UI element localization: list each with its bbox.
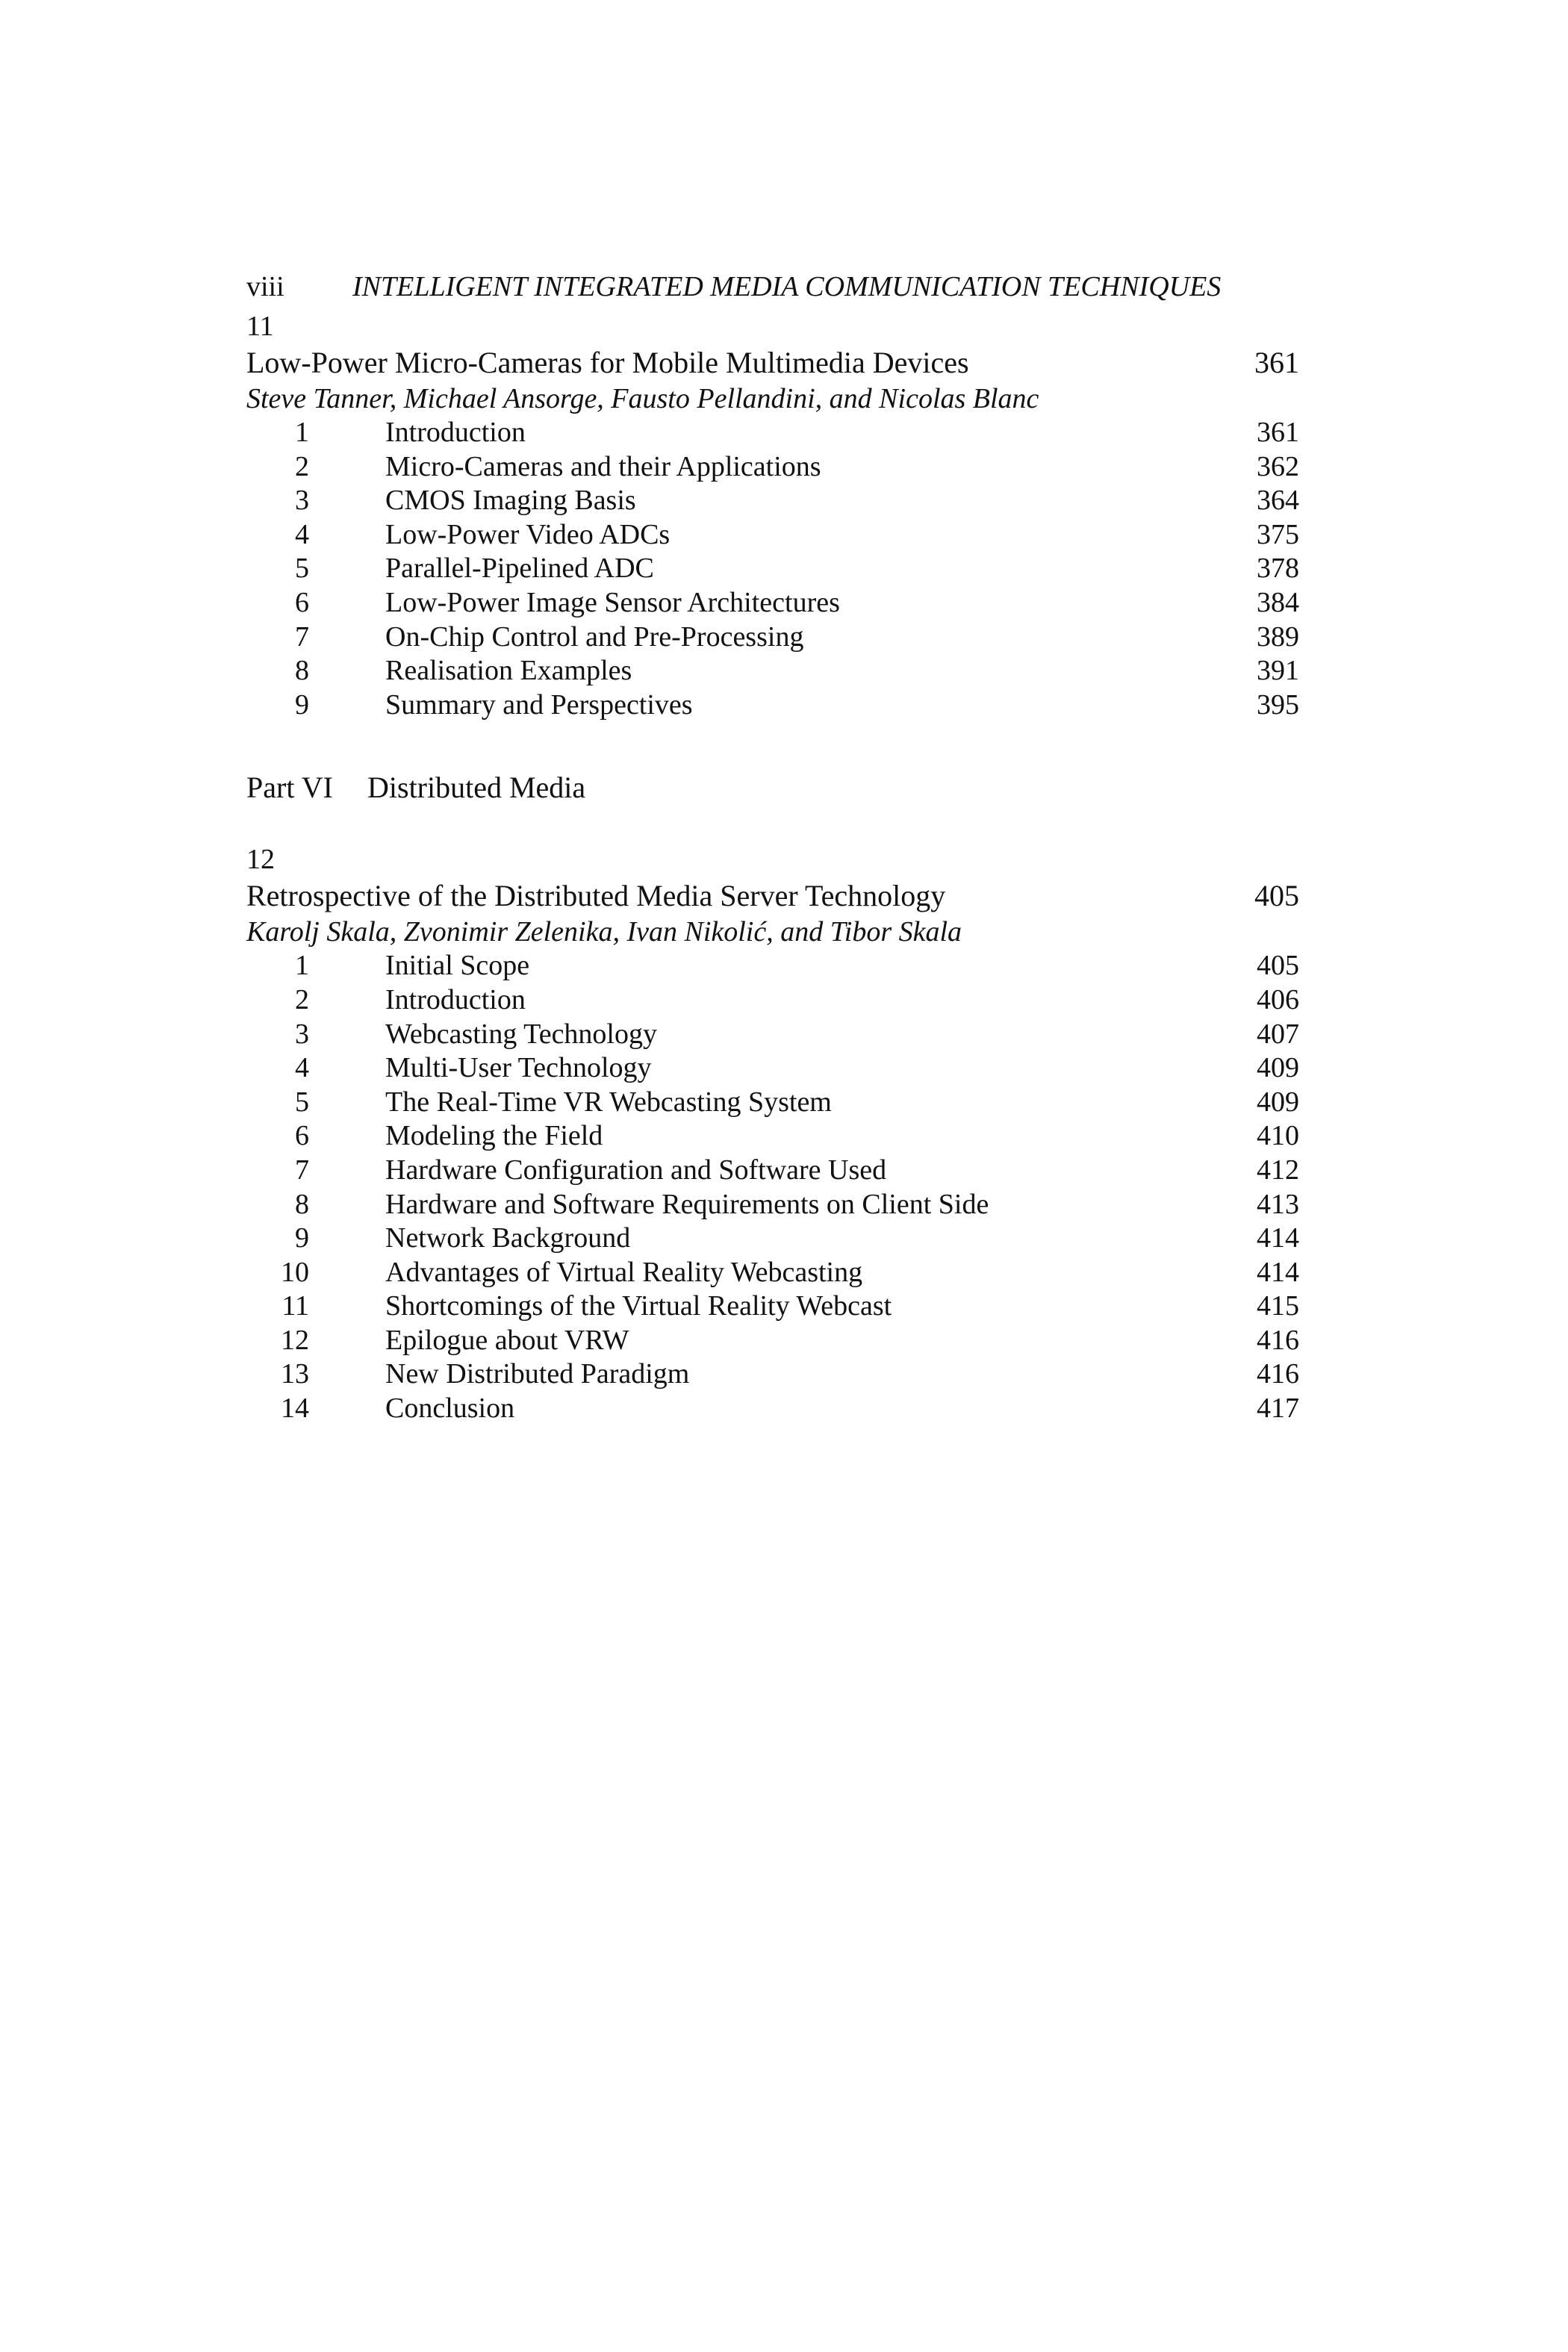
section-page-number: 407 xyxy=(1257,1018,1299,1050)
section-number: 7 xyxy=(295,620,309,653)
section-page-number: 375 xyxy=(1257,518,1299,550)
chapter-number: 11 xyxy=(246,311,274,342)
chapter-authors: Steve Tanner, Michael Ansorge, Fausto Pellandini, and Nicolas Blanc xyxy=(246,383,1039,414)
section-number: 12 xyxy=(281,1324,309,1356)
part-title: Distributed Media xyxy=(367,771,586,805)
section-entry xyxy=(246,1324,1299,1358)
section-title: Initial Scope xyxy=(385,950,530,982)
section-page-number: 409 xyxy=(1257,1052,1299,1084)
section-page-number: 414 xyxy=(1257,1256,1299,1288)
section-entry xyxy=(246,1222,1299,1256)
section-title: Webcasting Technology xyxy=(385,1018,657,1050)
section-entry xyxy=(246,1119,1299,1154)
section-page-number: 378 xyxy=(1257,553,1299,585)
section-entry xyxy=(246,983,1299,1018)
table-of-contents xyxy=(246,265,1299,1426)
chapter-title-row xyxy=(246,344,1299,382)
section-page-number: 391 xyxy=(1257,655,1299,687)
chapter-page-number: 361 xyxy=(1254,346,1299,379)
section-title: Hardware and Software Requirements on Client Side xyxy=(385,1188,989,1220)
running-title: INTELLIGENT INTEGRATED MEDIA COMMUNICATION TECHNIQUES xyxy=(352,271,1222,302)
section-number: 2 xyxy=(295,983,309,1015)
section-page-number: 405 xyxy=(1257,950,1299,982)
section-title: Shortcomings of the Virtual Reality Webcast xyxy=(385,1290,892,1322)
chapter-title-row xyxy=(246,877,1299,915)
section-title: Advantages of Virtual Reality Webcasting xyxy=(385,1256,863,1288)
section-number: 4 xyxy=(295,518,309,550)
section-title: CMOS Imaging Basis xyxy=(385,485,636,517)
chapter-title: Low-Power Micro-Cameras for Mobile Multimedia Devices xyxy=(246,346,969,379)
part-label: Part VI xyxy=(246,771,333,805)
section-entry xyxy=(246,1188,1299,1222)
section-page-number: 413 xyxy=(1257,1188,1299,1220)
section-title: Parallel-Pipelined ADC xyxy=(385,553,654,585)
section-entry xyxy=(246,1256,1299,1290)
section-entry xyxy=(246,552,1299,586)
section-number: 7 xyxy=(295,1154,309,1186)
section-number: 8 xyxy=(295,1188,309,1220)
chapter-number: 12 xyxy=(246,844,275,876)
running-header xyxy=(246,265,1299,308)
section-entry xyxy=(246,586,1299,620)
section-page-number: 417 xyxy=(1257,1393,1299,1425)
section-title: Micro-Cameras and their Applications xyxy=(385,450,821,482)
chapter-page-number: 405 xyxy=(1254,879,1299,913)
section-entry xyxy=(246,1392,1299,1426)
section-entry xyxy=(246,1018,1299,1052)
section-number: 5 xyxy=(295,1086,309,1118)
section-page-number: 416 xyxy=(1257,1358,1299,1390)
section-number: 9 xyxy=(295,688,309,721)
section-number: 13 xyxy=(281,1358,309,1390)
section-entry xyxy=(246,620,1299,655)
section-title: On-Chip Control and Pre-Processing xyxy=(385,620,804,653)
section-page-number: 415 xyxy=(1257,1290,1299,1322)
section-page-number: 389 xyxy=(1257,620,1299,653)
section-entry xyxy=(246,416,1299,450)
section-entry xyxy=(246,1357,1299,1392)
section-number: 10 xyxy=(281,1256,309,1288)
section-page-number: 410 xyxy=(1257,1120,1299,1152)
section-page-number: 361 xyxy=(1257,417,1299,448)
section-number: 3 xyxy=(295,485,309,517)
page-number: viii xyxy=(246,271,284,302)
section-title: Network Background xyxy=(385,1222,631,1254)
chapter-entry xyxy=(246,308,1299,722)
section-number: 1 xyxy=(295,950,309,982)
section-list xyxy=(246,949,1299,1425)
section-number: 3 xyxy=(295,1018,309,1050)
chapter-title: Retrospective of the Distributed Media Server Technology xyxy=(246,879,946,913)
section-title: Introduction xyxy=(385,417,526,448)
section-entry xyxy=(246,688,1299,723)
chapter-authors: Karolj Skala, Zvonimir Zelenika, Ivan Nikolić, and Tibor Skala xyxy=(246,916,962,948)
section-title: Hardware Configuration and Software Used xyxy=(385,1154,887,1186)
section-title: The Real-Time VR Webcasting System xyxy=(385,1086,832,1118)
section-entry xyxy=(246,654,1299,688)
section-entry xyxy=(246,949,1299,983)
section-title: Epilogue about VRW xyxy=(385,1324,629,1356)
section-title: Modeling the Field xyxy=(385,1120,603,1152)
section-number: 5 xyxy=(295,553,309,585)
section-page-number: 362 xyxy=(1257,450,1299,482)
part-heading xyxy=(246,770,1299,806)
section-title: Low-Power Image Sensor Architectures xyxy=(385,586,840,618)
section-page-number: 395 xyxy=(1257,688,1299,721)
section-entry xyxy=(246,1154,1299,1188)
section-number: 1 xyxy=(295,417,309,448)
section-number: 4 xyxy=(295,1052,309,1084)
section-page-number: 414 xyxy=(1257,1222,1299,1254)
section-number: 9 xyxy=(295,1222,309,1254)
section-number: 6 xyxy=(295,586,309,618)
section-number: 14 xyxy=(281,1393,309,1425)
section-page-number: 409 xyxy=(1257,1086,1299,1118)
section-title: Summary and Perspectives xyxy=(385,688,693,721)
section-page-number: 384 xyxy=(1257,586,1299,618)
section-title: Introduction xyxy=(385,983,526,1015)
section-page-number: 416 xyxy=(1257,1324,1299,1356)
section-title: Multi-User Technology xyxy=(385,1052,652,1084)
section-number: 11 xyxy=(281,1290,309,1322)
section-entry xyxy=(246,484,1299,518)
section-title: Low-Power Video ADCs xyxy=(385,518,671,550)
chapter-entry xyxy=(246,841,1299,1425)
section-page-number: 364 xyxy=(1257,485,1299,517)
section-number: 6 xyxy=(295,1120,309,1152)
section-title: New Distributed Paradigm xyxy=(385,1358,690,1390)
section-entry xyxy=(246,1051,1299,1086)
section-page-number: 412 xyxy=(1257,1154,1299,1186)
section-entry xyxy=(246,1086,1299,1120)
section-list xyxy=(246,416,1299,722)
section-title: Realisation Examples xyxy=(385,655,632,687)
section-page-number: 406 xyxy=(1257,983,1299,1015)
section-entry xyxy=(246,1289,1299,1324)
section-entry xyxy=(246,518,1299,553)
section-title: Conclusion xyxy=(385,1393,515,1425)
section-entry xyxy=(246,450,1299,485)
section-number: 8 xyxy=(295,655,309,687)
section-number: 2 xyxy=(295,450,309,482)
